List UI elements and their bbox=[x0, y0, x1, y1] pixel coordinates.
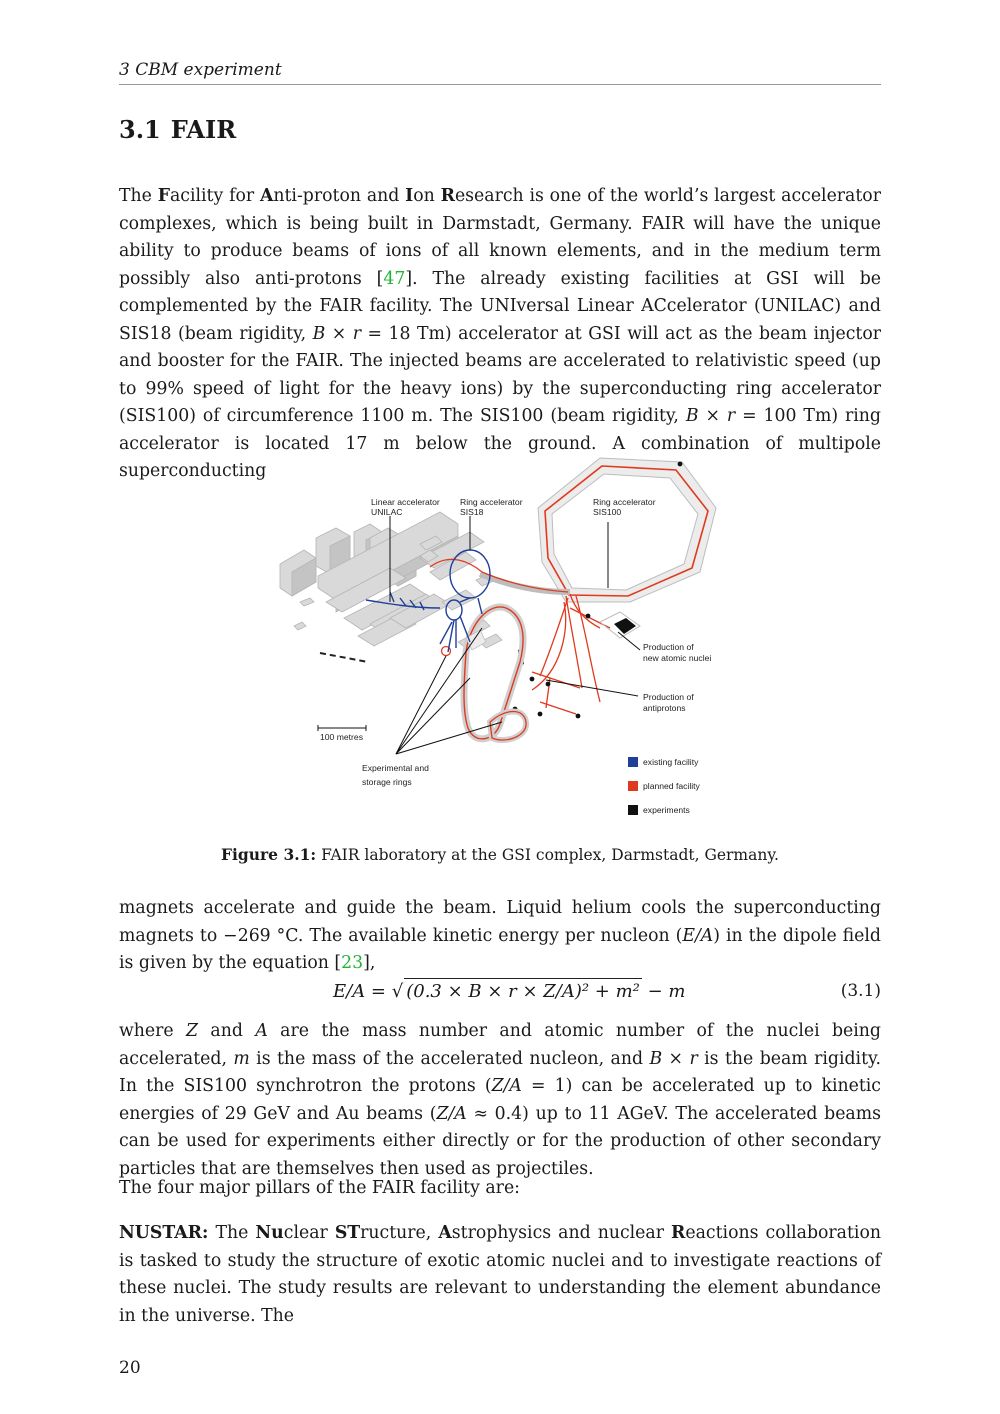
math-inline: A bbox=[255, 1021, 268, 1041]
text-run: ructure, bbox=[360, 1223, 439, 1243]
equation-3-1 bbox=[119, 974, 881, 1008]
text-run: ≈ 0.4) up to 11 AGeV. The accelerated beams can be used for experiments either directly or for the production of other secondary particles that are themselves then used as projectiles. bbox=[119, 1103, 881, 1179]
sis100-ring bbox=[538, 458, 716, 602]
section-title: FAIR bbox=[170, 115, 237, 144]
legend-swatch-experiments bbox=[628, 805, 638, 815]
bold-initial: R bbox=[440, 186, 455, 206]
label-unilac-line1: Linear accelerator bbox=[371, 497, 440, 507]
section-number: 3.1 bbox=[119, 115, 161, 144]
math-inline: E/A bbox=[682, 925, 714, 946]
paragraph-variables bbox=[119, 1018, 881, 1183]
facility-diagram bbox=[270, 452, 740, 827]
bold-initial: I bbox=[405, 186, 414, 206]
label-unilac-line2: UNILAC bbox=[371, 507, 403, 517]
legend-swatch-existing bbox=[628, 757, 638, 767]
label-rings-line1: Experimental and bbox=[362, 763, 429, 773]
text-run: = 18 Tm) accelerator at GSI will act as the beam injector and booster for the FAIR. The injected beams are accelerated to relativistic speed (up to 99% speed of light for the heavy ions) by the superconducting ring accelerator (SIS100) of circumference 1100 m. The SIS100 (beam rigidity, bbox=[119, 323, 881, 426]
math-inline: B × r bbox=[685, 406, 736, 426]
text-run: = 100 Tm) ring accelerator is located 17 m below the ground. A combination of multipole superconducting bbox=[119, 406, 881, 481]
legend-swatch-planned bbox=[628, 781, 638, 791]
bold-initial: A bbox=[259, 186, 274, 206]
equation-lhs: E/A bbox=[333, 981, 366, 1002]
text-run: The bbox=[208, 1223, 256, 1243]
text-run: on bbox=[413, 186, 441, 206]
text-run: strophysics and nuclear bbox=[451, 1223, 672, 1243]
label-antiprotons-line1: Production of bbox=[643, 692, 694, 702]
label-sis100-line1: Ring accelerator bbox=[593, 497, 656, 507]
page-number: 20 bbox=[119, 1358, 141, 1378]
text-run: is the mass of the accelerated nucleon, and bbox=[249, 1048, 650, 1069]
equation-body bbox=[333, 978, 686, 1005]
sqrt-symbol: √ bbox=[391, 981, 404, 1002]
dashed-line bbox=[320, 653, 368, 662]
scale-bar bbox=[318, 725, 366, 742]
running-header: 3 CBM experiment bbox=[119, 58, 881, 85]
label-sis18-line2: SIS18 bbox=[460, 507, 484, 517]
legend-label-planned: planned facility bbox=[643, 781, 700, 791]
label-nuclei-line2: new atomic nuclei bbox=[643, 653, 712, 663]
label-sis18-line1: Ring accelerator bbox=[460, 497, 523, 507]
text-run: The bbox=[119, 186, 158, 206]
equation-number: (3.1) bbox=[840, 981, 881, 1001]
label-antiprotons-line2: antiprotons bbox=[643, 703, 686, 713]
text-run: clear bbox=[283, 1223, 335, 1243]
text-run: = 1) can be accelerated up to kinetic energies of 29 GeV and Au beams ( bbox=[119, 1076, 881, 1124]
paragraph-magnets bbox=[119, 895, 881, 978]
caption-label: Figure 3.1: bbox=[221, 845, 317, 864]
math-inline: Z bbox=[186, 1021, 199, 1041]
legend-label-experiments: experiments bbox=[643, 805, 690, 815]
text-run: ) in the dipole field is given by the equation [ bbox=[119, 925, 881, 973]
paragraph-nustar bbox=[119, 1220, 881, 1330]
gsi-buildings bbox=[280, 512, 502, 648]
caption-text: FAIR laboratory at the GSI complex, Darmstadt, Germany. bbox=[316, 846, 779, 864]
text-run: magnets accelerate and guide the beam. Liquid helium cools the superconducting magnets to −269 °C. The available kinetic energy per nucleon ( bbox=[119, 898, 881, 946]
pillar-name: NUSTAR: bbox=[119, 1223, 209, 1243]
equation-radicand: (0.3 × B × r × Z/A)² + m² bbox=[404, 978, 642, 1005]
math-inline: B × r bbox=[649, 1048, 698, 1069]
experiment-targets bbox=[513, 612, 640, 718]
bold-initial: A bbox=[438, 1223, 452, 1243]
math-inline: B × r bbox=[312, 323, 362, 344]
bold-initial: Nu bbox=[255, 1223, 284, 1243]
legend-label-existing: existing facility bbox=[643, 757, 699, 767]
text-run: are the mass number and atomic number of the nuclei being accelerated, bbox=[119, 1021, 881, 1069]
bold-initial: R bbox=[671, 1223, 686, 1243]
figure-caption bbox=[0, 844, 1000, 866]
intro-paragraph bbox=[119, 183, 881, 486]
scale-label: 100 metres bbox=[320, 732, 363, 742]
paragraph-pillars-intro: The four major pillars of the FAIR facility are: bbox=[119, 1178, 520, 1198]
text-run: acility for bbox=[169, 186, 260, 206]
text-run: esearch is one of the world’s largest accelerator complexes, which is being built in Darmstadt, Germany. FAIR will have the unique ability to produce beams of ions of all known elements, and in the medium term possibly also anti-protons [ bbox=[119, 186, 881, 289]
text-run: ], bbox=[363, 953, 376, 973]
text-run: where bbox=[119, 1021, 187, 1041]
citation-link[interactable]: 47 bbox=[383, 268, 406, 289]
bold-initial: F bbox=[157, 186, 170, 206]
text-run: eactions collaboration is tasked to study the structure of exotic atomic nuclei and to investigate reactions of these nuclei. The study results are relevant to understanding the element abundance in the universe. The bbox=[119, 1223, 881, 1326]
text-run: is the beam rigidity. In the SIS100 synchrotron the protons ( bbox=[119, 1048, 881, 1096]
label-rings-line2: storage rings bbox=[362, 777, 412, 787]
equation-minus-m: − m bbox=[641, 981, 686, 1002]
equation-equals: = bbox=[365, 981, 392, 1002]
fair-facility-figure bbox=[270, 452, 740, 827]
citation-link[interactable]: 23 bbox=[341, 953, 364, 973]
math-inline: Z/A bbox=[491, 1076, 522, 1096]
bold-initial: ST bbox=[334, 1223, 361, 1243]
legend bbox=[628, 757, 701, 815]
math-inline: Z/A bbox=[436, 1103, 467, 1124]
label-sis100-line2: SIS100 bbox=[593, 507, 622, 517]
label-nuclei-line1: Production of bbox=[643, 642, 694, 652]
text-run: nti-proton and bbox=[273, 186, 406, 206]
section-heading bbox=[119, 114, 236, 146]
math-inline: m bbox=[233, 1048, 250, 1069]
text-run: ]. The already existing facilities at GSI will be complemented by the FAIR facility. The UNIversal Linear ACcelerator (UNILAC) and SIS18 (beam rigidity, bbox=[119, 268, 881, 344]
text-run: and bbox=[198, 1021, 256, 1041]
